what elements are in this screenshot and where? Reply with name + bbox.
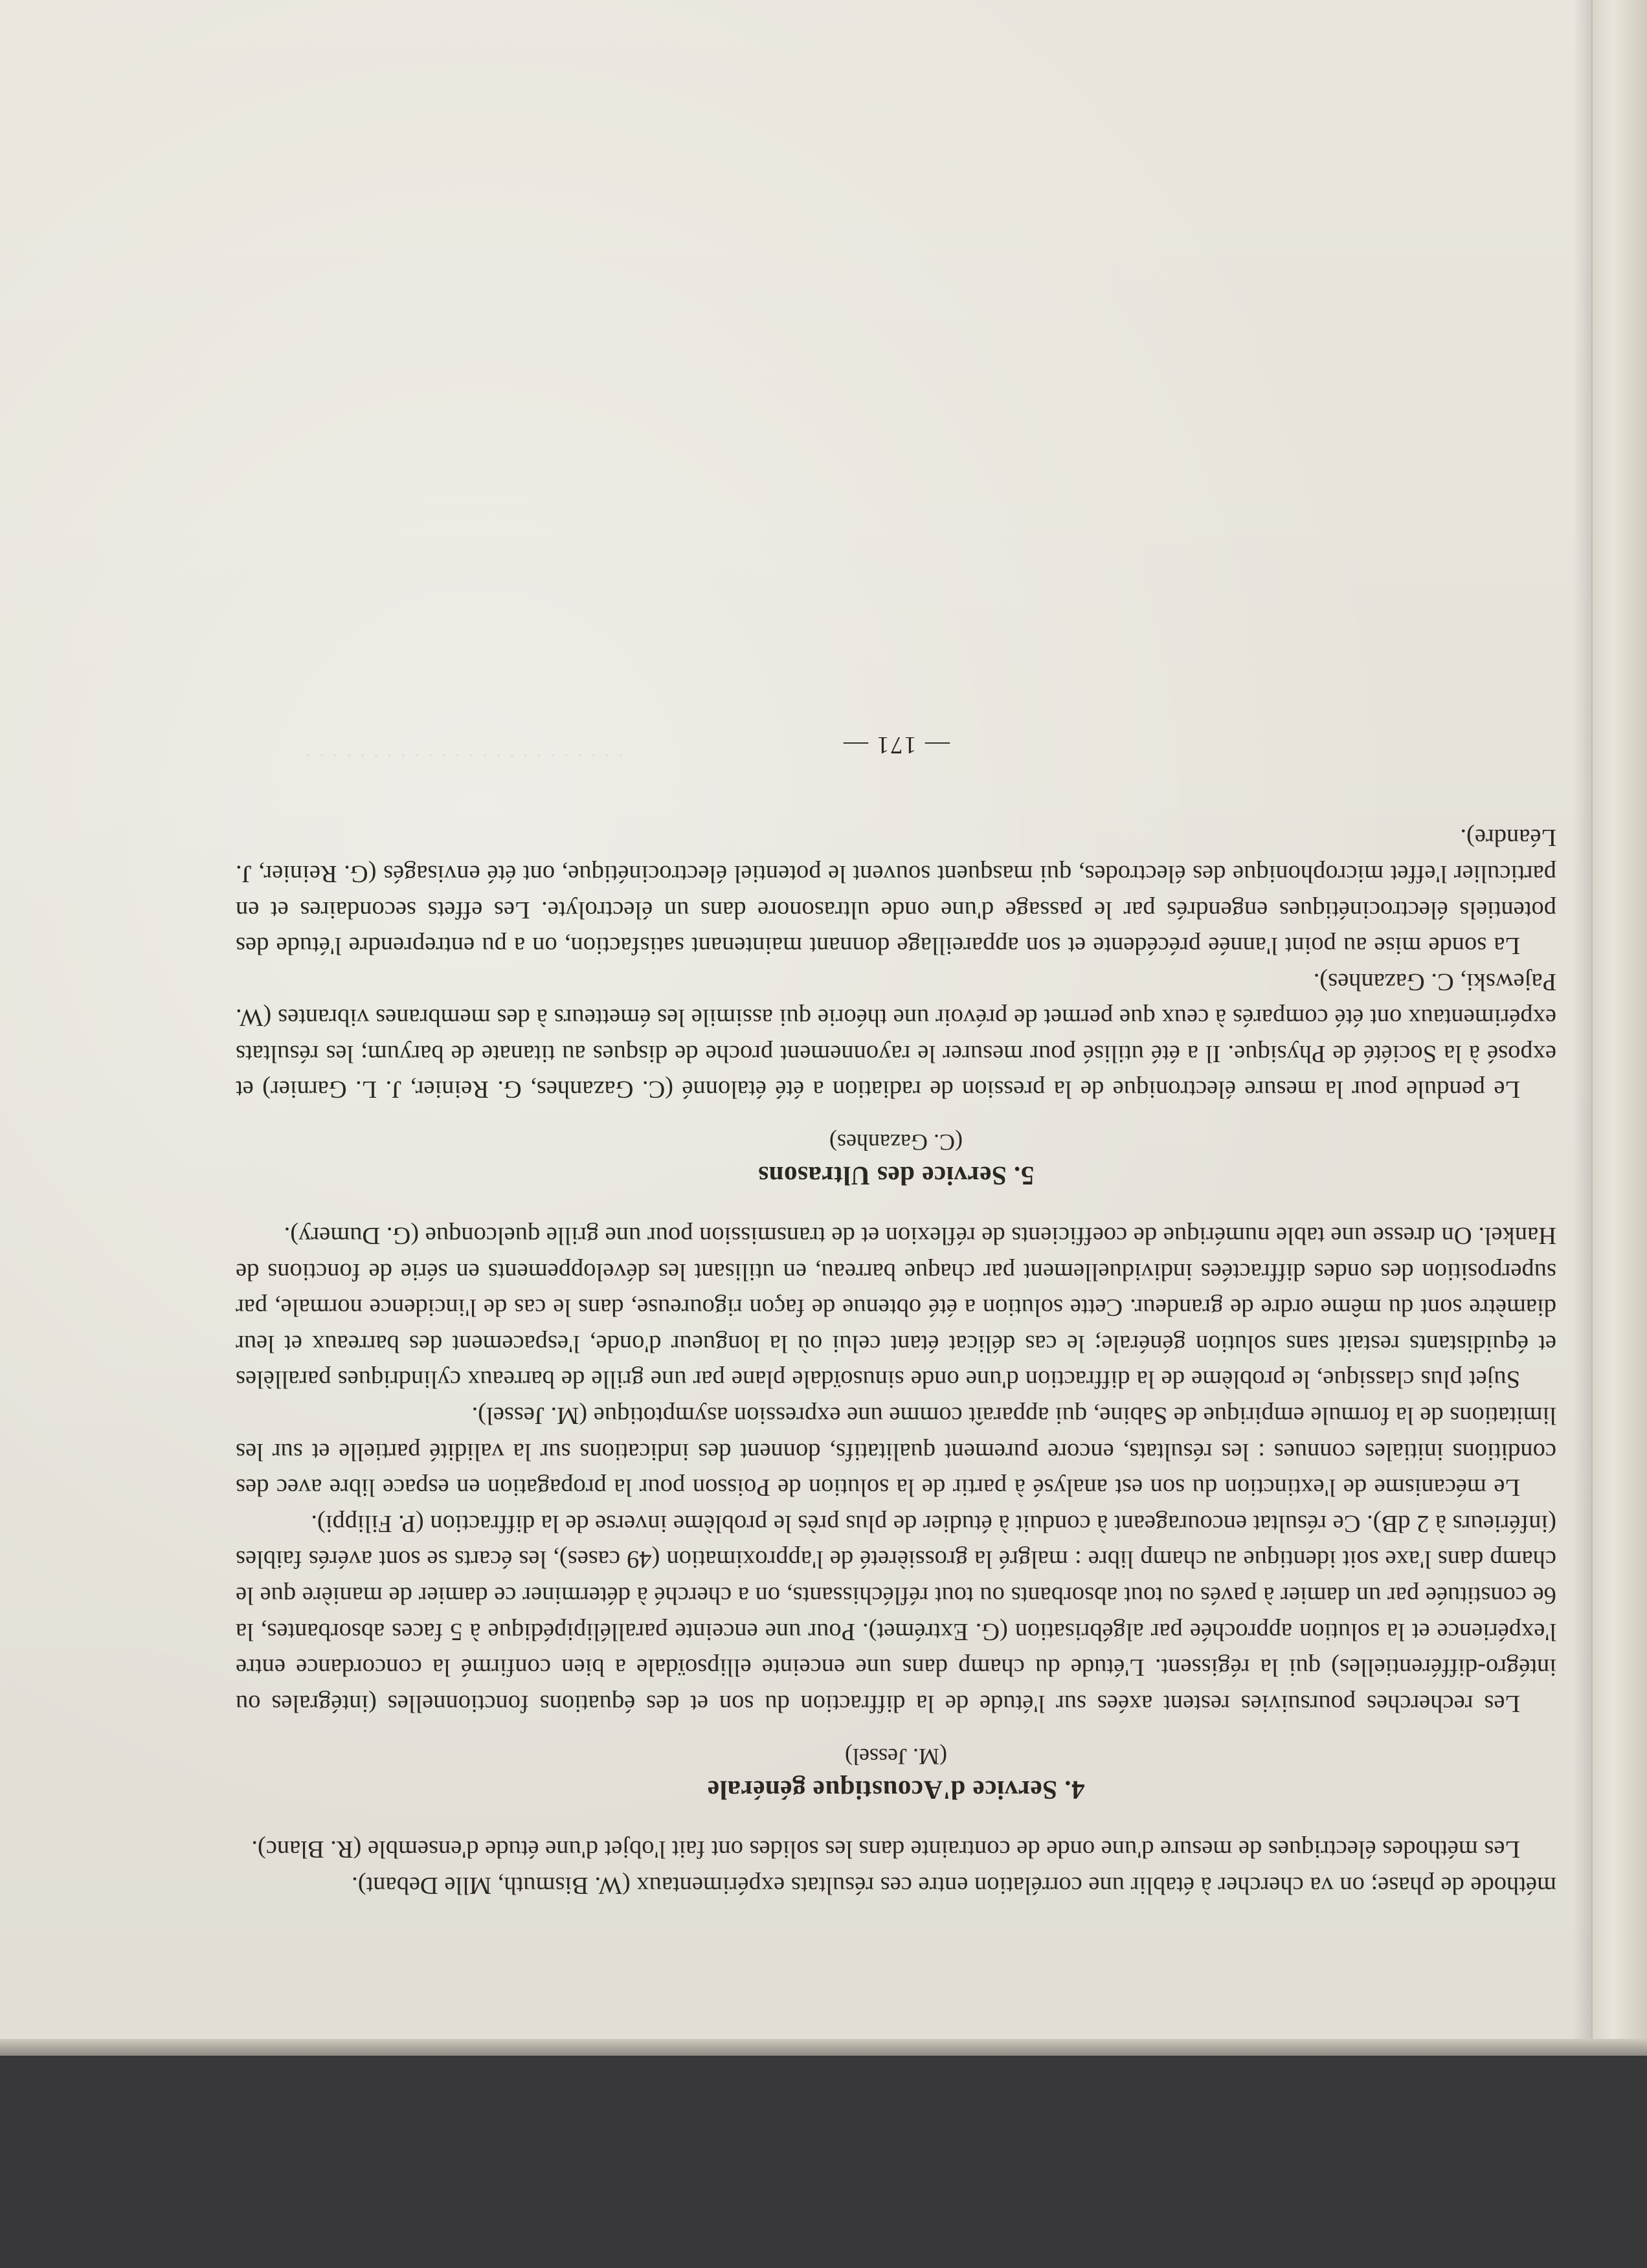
- section-5-title: 5. Service des Ultrasons: [757, 1161, 1035, 1192]
- intro-paragraph-2: Les méthodes électriques de mesure d'une onde de contrainte dans les solides ont fait l'objet d'une étude d'ensemble (R. Blanc).: [251, 1836, 1520, 1863]
- section-5-paragraph-2: La sonde mise au point l'année précédente et son appareillage donnant maintenant satisfaction, on a pu entreprendre l'étude des potentiels électrocinétiques engendrés par le passage d'une onde ultrasonore dans un électrolyte. Les effets secondaires et en particulier l'effet microphonique des électrodes, qui masquent souvent le potentiel électrocinétique, ont été envisagés (G. Reinier, J. Léandre).: [236, 824, 1556, 960]
- section-4-paragraph-3: Sujet plus classique, le problème de la diffraction d'une onde sinusoïdale plane par une grille de barreaux cylindriques parallèles et équidistants restait sans solution générale; le cas délicat étant celui où la longueur d'onde, l'espacement des barreaux et leur diamètre sont du même ordre de grandeur. Cette solution a été obtenue de façon rigoureuse, dans le cas de l'incidence normale, par superposition des ondes diffractées individuellement par chaque barreau, en utilisant les développements en série de fonctions de Hankel. On dresse une table numérique de coefficients de réflexion et de transmission pour une grille quelconque (G. Dumery).: [236, 1222, 1556, 1394]
- intro-paragraph-1: méthode de phase; on va chercher à établir une corrélation entre ces résultats expérimentaux (W. Bismuth, Mlle Debant).: [352, 1872, 1556, 1899]
- section-4-paragraph-2: Le mécanisme de l'extinction du son est analysé à partir de la solution de Poisson pour la propagation en espace libre avec des conditions initiales connues : les résultats, encore purement qualitatifs, donnent des indications sur la validité partielle et sur les limitations de la formule empirique de Sabine, qui apparaît comme une expression asymptotique (M. Jessel).: [236, 1402, 1556, 1502]
- page-number: — 171 —: [842, 731, 950, 759]
- document-page: [236, 729, 1556, 1903]
- section-5-paragraph-1: Le pendule pour la mesure électronique de la pression de radiation a été étalonné (C. Gazanhes, G. Reinier, J. L. Garnier) et exposé à la Société de Physique. Il a été utilisé pour mesurer le rayonnement proche de disques au titanate de baryum; les résultats expérimentaux ont été comparés à ceux que permet de prévoir une théorie qui assimile les émetteurs à des membranes vibrantes (W. Pajewski, C. Gazanhes).: [236, 968, 1556, 1104]
- show-through-text: · · · · · · · · · · · · · · · · · · · · · · · ·: [304, 742, 625, 768]
- section-5-author: (C. Gazanhes): [829, 1129, 963, 1156]
- section-4-paragraph-1: Les recherches poursuivies restent axées sur l'étude de la diffraction du son et des équations fonctionnelles (intégrales ou intégro-différentielles) qui la régissent. L'étude du champ dans une enceinte ellipsoïdale a bien confirmé la concordance entre l'expérience et la solution approchée par algébrisation (G. Extrémet). Pour une enceinte parallélipipédique à 5 faces absorbantes, la 6e constituée par un damier à pavés ou tout absorbants ou tout réfléchissants, on a cherché à déterminer ce damier de manière que le champ dans l'axe soit identique au champ libre : malgré la grossièreté de l'approximation (49 cases), les écarts se sont avérés faibles (inférieurs à 2 dB). Ce résultat encourageant à conduit à étudier de plus près le problème inverse de la diffraction (P. Filippi).: [236, 1509, 1556, 1717]
- section-4-title: 4. Service d'Acoustique générale: [707, 1775, 1085, 1805]
- section-4-author: (M. Jessel): [845, 1743, 947, 1770]
